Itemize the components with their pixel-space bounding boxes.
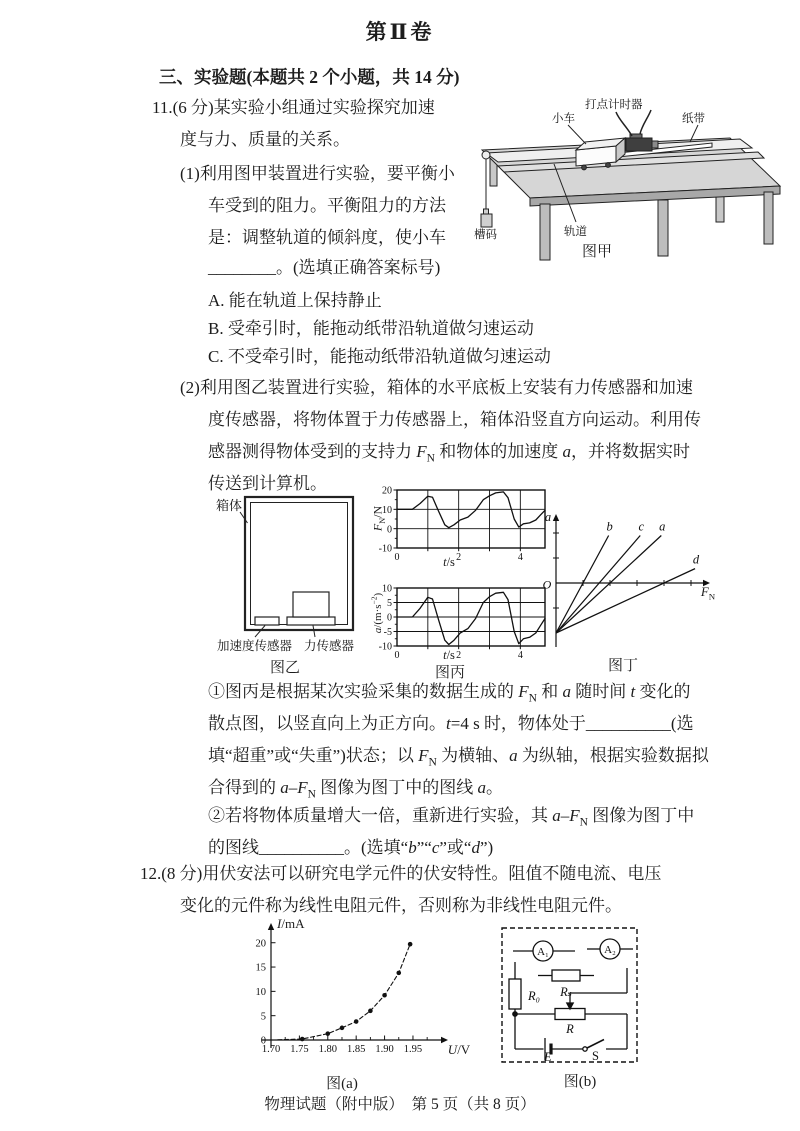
q11-option-b: B. 受牵引时，能拖动纸带沿轨道做匀速运动 [208,319,534,338]
box-label: 箱体 [216,498,243,513]
chart-circle [396,971,401,976]
q12-line1: 12.(8 分)用伏安法可以研究电学元件的伏安特性。阻值不随电流、电压 [140,864,662,883]
ding-origin-label: O [542,577,552,592]
object-shape [293,592,329,617]
chart-text: 0 [260,1035,266,1047]
switch-label: S [592,1049,599,1063]
q11-part2-line1: (2)利用图乙装置进行实验，箱体的水平底板上安装有力传感器和加速 [180,378,693,397]
figure-ding-caption: 图丁 [607,658,638,674]
track-label: 轨道 [564,226,587,238]
resistor-r0-label: R₀ [528,989,540,1003]
chart-circle [340,1026,345,1031]
chart-text: 0 [394,650,400,661]
chart-text: 5 [387,598,392,610]
a-t-xaxis-label: t/s [443,648,455,662]
table-drawing [481,110,780,260]
chart-text: 10 [255,986,266,998]
q11-sub1-line2: 散点图，以竖直向上为正方向。t=4 s 时，物体处于__________(选 [208,714,694,733]
chart-text: 1.80 [318,1044,337,1055]
q11-part1-line3: 是：调整轨道的倾斜度，使小车 [208,228,446,247]
fn-t-xaxis-label: t/s [443,555,455,569]
ding-yaxis-label: a [544,510,552,524]
q11-part1-line2: 车受到的阻力。平衡阻力的方法 [208,196,446,215]
chart-text: a [659,519,666,534]
ammeter2-label: A₂ [604,944,616,956]
chart-text: 1.70 [261,1044,281,1055]
q11-stem-line2: 度与力、质量的关系。 [180,130,350,149]
chart-line [556,536,609,634]
chart-text: 1.75 [290,1044,309,1055]
figure-bing-caption: 图丙 [434,665,465,681]
chart-text: -10 [378,543,392,555]
weights-shape [481,214,492,227]
ding-xaxis-label: $F_N$ [700,584,716,602]
switch-lever [587,1040,604,1049]
chart-text: 2 [456,650,462,661]
chart-polyline [278,944,410,1040]
q11-option-a: A. 能在轨道上保持静止 [208,291,382,310]
chart-line [556,536,640,634]
q11-sub1-line3: 填“超重”或“失重”)状态；以 $F_N$ 为横轴、a 为纵轴，根据实验数据拟 [208,746,709,769]
iu-xaxis-label: U/V [447,1042,471,1057]
chart-text: 0 [387,524,392,536]
box-drawing [240,497,353,637]
q11-stem-line1: 11.(6 分)某实验小组通过实验探究加速 [152,98,435,117]
chart-text: 4 [517,552,523,563]
section-heading: 三、实验题(本题共 2 个小题，共 14 分) [159,67,460,87]
rheostat-label: R [566,1022,574,1036]
fn-axis-label: $F_N/N$ [370,505,387,532]
chart-circle [354,1019,359,1024]
chart-polyline [397,492,545,528]
chart-polyline [397,592,545,644]
chart-text: 4 [517,650,523,661]
figure-a-caption: 图(a) [326,1076,358,1092]
chart-text: -5 [383,627,392,639]
chart-line [556,536,661,634]
figure-jia-caption: 图甲 [581,244,612,260]
q11-sub2-line1: ②若将物体质量增大一倍，重新进行实验，其 $a-F_N$ 图像为图丁中 [208,806,695,829]
q11-sub1-line4: 合得到的 $a-F_N$ 图像为图丁中的图线 a。 [208,778,503,801]
chart-circle [300,1037,305,1042]
chart-text: 1.90 [375,1044,394,1055]
resistor-rs-shape [552,970,580,981]
q11-part2-line3: 感器测得物体受到的支持力 $F_N$ 和物体的加速度 a，并将数据实时 [208,442,690,465]
chart-text: c [638,519,645,534]
timer-label: 打点计时器 [585,99,643,111]
accelerometer-shape [255,617,279,625]
chart-text: 15 [255,962,266,974]
chart-text: -10 [378,641,392,653]
figure-yi-caption: 图乙 [269,660,300,676]
figure-jia-apparatus [468,96,798,264]
chart-rect [397,490,545,548]
accelerometer-label: 加速度传感器 [217,639,293,653]
weights-label: 槽码 [474,229,497,241]
chart-circle [382,993,387,998]
chart-circle [408,942,413,947]
chart-text: 10 [382,504,392,516]
battery-label: E [544,1050,552,1064]
figure-yi-box [188,488,378,664]
tape-label: 纸带 [682,113,705,125]
chart-text: 2 [456,552,462,563]
chart-text: b [606,519,613,534]
resistor-r0-shape [509,979,521,1009]
iu-yaxis-label: I/mA [277,916,305,931]
timer-shape [626,138,652,151]
chart-text: 20 [382,485,392,497]
chart-polygon [268,923,274,930]
chart-text: 1.95 [403,1044,423,1055]
q11-sub1-line1: ①图丙是根据某次实验采集的数据生成的 $F_N$ 和 a 随时间 t 变化的 [208,682,691,705]
chart-text: d [692,552,700,567]
chart-text: 0 [387,612,392,624]
chart-polygon [553,514,559,521]
pulley-icon [482,151,490,159]
q11-part1-line1: (1)利用图甲装置进行实验，要平衡小 [180,164,455,183]
ammeter1-label: A₁ [537,946,549,958]
figure-b-caption: 图(b) [563,1074,597,1090]
chart-text: 10 [382,583,392,595]
switch-pivot [583,1047,587,1051]
chart-line [556,569,695,633]
chart-circle [325,1031,330,1036]
force-sensor-label: 力传感器 [304,639,355,653]
a-axis-label: $a/(m\cdot s^{-2})$ [369,592,384,634]
chart-text: 0 [394,552,400,563]
q11-part2-line2: 度传感器，将物体置于力传感器上，箱体沿竖直方向运动。利用传 [208,410,701,429]
chart-a-vs-fn [540,490,725,660]
q12-line2: 变化的元件称为线性电阻元件，否则称为非线性电阻元件。 [180,896,622,915]
chart-text: 5 [260,1011,266,1023]
chart-circle [368,1009,373,1014]
q11-part2-line4: 传送到计算机。 [208,474,327,493]
figure-b-circuit [492,920,652,1070]
force-sensor-shape [287,617,335,625]
q11-option-c: C. 不受牵引时，能拖动纸带沿轨道做匀速运动 [208,347,551,366]
cart-label: 小车 [552,113,575,125]
q11-part1-blank-line: ________。(选填正确答案标号) [208,258,441,277]
page-title: 第Ⅱ卷 [365,20,435,44]
page-footer: 物理试题（附中版） 第 5 页（共 8 页） [264,1096,536,1113]
chart-text: 1.85 [346,1044,366,1055]
q11-sub2-line2: 的图线__________。(选填“b”“c”或“d”) [208,838,494,857]
chart-text: 20 [255,938,266,950]
resistor-rs-label: Rₛ [560,985,572,999]
